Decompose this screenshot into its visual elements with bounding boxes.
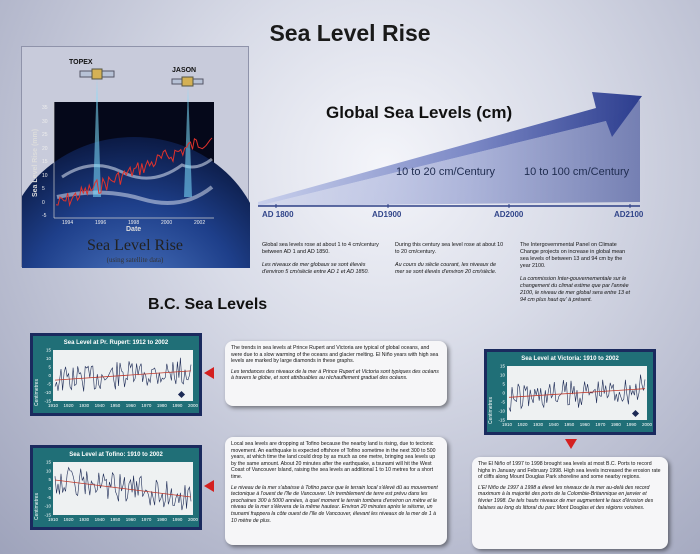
rupert-plot xyxy=(33,336,199,413)
x-axis-title: Date xyxy=(126,226,142,233)
col2-en: During this century sea level rose at about 10 to 20 cm/century. xyxy=(395,242,504,255)
victoria-textbox xyxy=(472,457,668,549)
timeline-text-1800 xyxy=(262,242,382,282)
x-tick-label: 1980 xyxy=(156,517,167,522)
y-tick-label: 10 xyxy=(45,468,51,474)
x-tick-label: 1930 xyxy=(79,517,90,522)
x-tick-label: 1970 xyxy=(595,422,606,427)
x-tick-label: 2000 xyxy=(161,220,173,226)
x-tick-label: 1940 xyxy=(94,517,105,522)
tofino-graph-title: Sea Level at Tofino: 1910 to 2002 xyxy=(69,452,163,458)
x-tick-label: 1996 xyxy=(95,220,107,226)
y-tick-label: 35 xyxy=(42,105,48,111)
x-tick-label: 1920 xyxy=(63,403,74,408)
rupert-graph-title: Sea Level at Pr. Rupert: 1912 to 2002 xyxy=(63,340,169,346)
y-tick-label: 5 xyxy=(48,477,51,483)
x-tick-label: 1950 xyxy=(564,422,575,427)
y-tick-label: 5 xyxy=(502,381,505,387)
y-tick-label: -5 xyxy=(46,494,51,500)
x-tick-label: 2000 xyxy=(187,517,199,522)
x-tick-label: 1960 xyxy=(125,403,136,408)
x-tick-label: 1960 xyxy=(125,517,136,522)
x-tick-label: 1990 xyxy=(172,403,183,408)
y-tick-label: 0 xyxy=(48,373,51,378)
y-tick-label: 15 xyxy=(499,363,505,369)
y-tick-label: -5 xyxy=(42,213,47,219)
x-tick-label: 1994 xyxy=(62,220,74,226)
tofino-text-fr: Le niveau de la mer s'abaisse à Tofino parce que le terrain local s'élevé dû au mouvement tectonique à l'ouest de l'île de Vancouver. Un tremblement de terre est prévu dans les prochaines 300 à 5000 années, à quel moment le terrain tombera d'environ un mètre et le niveau de la mer s'élevera de la même hauteur. Environ 20 minutes après le séisme, un tsunami frappera la côte ouest de l'île de Vancouver, élevant les niveaux de la mer de 1 à 10 mètre de plus. xyxy=(231,484,438,524)
y-tick-label: 0 xyxy=(42,199,45,206)
x-tick-label: 2002 xyxy=(194,220,206,226)
rupert-textbox xyxy=(225,341,447,406)
timeline-ad1900: AD1900 xyxy=(372,210,402,219)
y-tick-label: -5 xyxy=(500,399,505,405)
victoria-ylabel: Centimetres xyxy=(488,397,494,424)
x-tick-label: 1910 xyxy=(47,403,59,408)
y-tick-label: -15 xyxy=(498,417,505,423)
timeline-ad1800: AD 1800 xyxy=(262,210,294,219)
y-tick-label: 15 xyxy=(45,347,51,353)
col3-fr: La commission Inter-gouvernementale sur le changement du climat estime que par l'année 2100, le niveau de mer global sera entre 13 et 94 cm plus haut qu' à présent. xyxy=(520,276,630,303)
y-tick-label: -10 xyxy=(44,503,51,509)
y-tick-label: 10 xyxy=(499,372,505,378)
panel-caption: Sea Level Rise xyxy=(87,237,183,254)
y-tick-label: 5 xyxy=(42,186,45,192)
x-tick-label: 1910 xyxy=(47,517,59,522)
y-tick-label: 15 xyxy=(45,459,51,465)
y-tick-label: 15 xyxy=(42,159,48,165)
x-tick-label: 1940 xyxy=(94,403,105,408)
victoria-plot xyxy=(487,352,653,432)
y-tick-label: 25 xyxy=(42,132,48,138)
x-tick-label: 1950 xyxy=(110,517,121,522)
y-tick-label: -15 xyxy=(44,398,51,404)
rupert-text-fr: Les tendances des niveaux de la mer à Prince Rupert et Victoria sont typiques des océans à travers le globe, et sont attribuables au réchauffement graduel des océans. xyxy=(231,368,439,382)
tofino-ylabel: Centimetres xyxy=(34,493,40,520)
y-tick-label: -15 xyxy=(44,512,51,518)
y-tick-label: -10 xyxy=(44,390,51,395)
timeline-text-1900 xyxy=(395,242,505,282)
victoria-graph-title: Sea Level at Victoria: 1910 to 2002 xyxy=(521,356,619,362)
x-tick-label: 2000 xyxy=(641,422,653,427)
x-tick-label: 1990 xyxy=(172,517,183,522)
x-tick-label: 1940 xyxy=(548,422,559,427)
tofino-graph xyxy=(30,445,202,530)
x-tick-label: 1910 xyxy=(501,422,513,427)
x-tick-label: 1970 xyxy=(141,517,152,522)
y-tick-label: 30 xyxy=(42,118,48,125)
tofino-text-en: Local sea levels are dropping at Tofino because the nearby land is rising, due to tectonic movement. An earthquake is expected offshore of Tofino sometime in the next 300 to 500 years, at which time the land could drop by as much as one metre, bringing sea levels up by the same amount. About 20 minutes after the earthquake, a tsunami will hit the West Coast of Vancouver Island, raising the sea levels an additional 1 to 10 metres for a short time. xyxy=(231,441,436,480)
rupert-graph xyxy=(30,333,202,416)
victoria-text-fr: L'El Niño de 1997 à 1998 a élevé les niveaux de la mer au-delà des record maximum à la majorité des ports de la Colombie-Britannique en janvier et février 1998. De tels hauts niveaux de mer augmentent le taux d'érosion des falaises au long du littoral du parc Mont Douglas et des régions voisines. xyxy=(478,484,654,511)
y-axis-title: Sea Level Rise (mm) xyxy=(32,128,39,197)
tofino-plot xyxy=(33,448,199,527)
x-tick-label: 2000 xyxy=(187,403,199,408)
x-tick-label: 1920 xyxy=(517,422,528,427)
y-tick-label: 20 xyxy=(42,145,48,152)
y-tick-label: 0 xyxy=(502,390,505,396)
jason-label: JASON xyxy=(172,67,197,74)
timeline-ad2000: AD2000 xyxy=(494,210,524,219)
col1-fr: Les niveaux de mer globaux se sont élevés d'environ 5 cm/siècle entre AD 1 et AD 1850. xyxy=(262,262,369,275)
panel-subcaption: (using satellite data) xyxy=(106,256,164,264)
tofino-textbox xyxy=(225,437,447,545)
timeline-text-2000 xyxy=(520,242,632,310)
x-tick-label: 1950 xyxy=(110,403,121,408)
tofino-pointer xyxy=(204,480,214,492)
rupert-ylabel: Centimetres xyxy=(34,379,40,406)
topex-label: TOPEX xyxy=(69,59,93,66)
x-tick-label: 1920 xyxy=(63,517,74,522)
x-tick-label: 1930 xyxy=(79,403,90,408)
x-tick-label: 1970 xyxy=(141,403,152,408)
x-tick-label: 1960 xyxy=(579,422,590,427)
y-tick-label: 0 xyxy=(48,486,51,491)
x-tick-label: 1980 xyxy=(156,403,167,408)
col1-en: Global sea levels rose at about 1 to 4 cm/century between AD 1 and AD 1850. xyxy=(262,242,379,255)
col3-en: The Intergovernmental Panel on Climate Change projects on increase in global mean sea levels of between 13 and 94 cm by the year 2100. xyxy=(520,242,626,269)
global-sea-levels-title: Global Sea Levels (cm) xyxy=(326,103,513,122)
victoria-text-en: The El Niño of 1997 to 1998 brought sea levels at most B.C. Ports to record highs in January and February 1998. High sea levels increased the erosion rate of cliffs along Mount Douglas Park shoreline and some nearby regions. xyxy=(478,461,661,481)
y-tick-label: -5 xyxy=(46,381,51,387)
rate-label-1: 10 to 20 cm/Century xyxy=(396,166,496,178)
page-title: Sea Level Rise xyxy=(269,20,431,46)
bc-sea-levels-title: B.C. Sea Levels xyxy=(148,296,268,313)
victoria-graph xyxy=(484,349,656,435)
rupert-pointer xyxy=(204,367,214,379)
y-tick-label: 5 xyxy=(48,364,51,370)
timeline-ad2100: AD2100 xyxy=(614,210,644,219)
rupert-text-en: The trends in sea levels at Prince Rupert and Victoria are typical of global oceans, and were due to a slow warming of the oceans and glacier melting. El Niño years with high sea levels are marked by large diamonds in these graphs. xyxy=(231,345,439,365)
x-tick-label: 1980 xyxy=(610,422,621,427)
y-tick-label: -10 xyxy=(498,408,505,414)
victoria-pointer xyxy=(565,439,577,449)
rate-label-2: 10 to 100 cm/Century xyxy=(524,166,630,178)
y-tick-label: 10 xyxy=(45,356,51,361)
x-tick-label: 1998 xyxy=(128,220,140,226)
x-tick-label: 1990 xyxy=(626,422,637,427)
x-tick-label: 1930 xyxy=(533,422,544,427)
y-tick-label: 10 xyxy=(42,172,48,179)
col2-fr: Au cours du siècle courant, les niveaux de mer se sont élevés d'environ 20 cm/siècle. xyxy=(395,262,497,275)
